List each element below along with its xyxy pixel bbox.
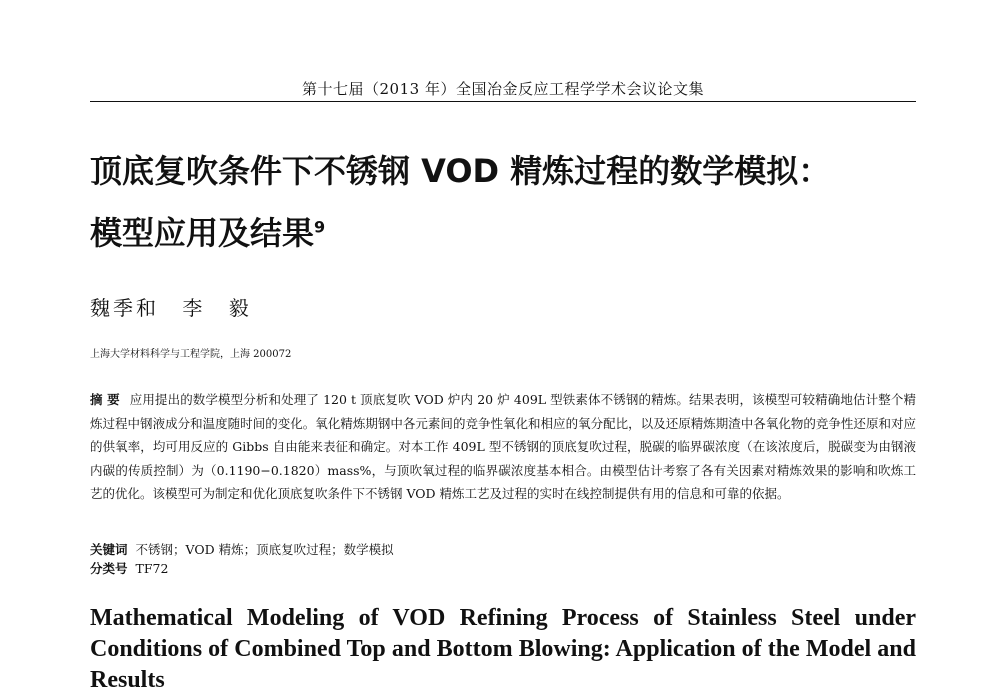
chinese-title-line-2 [90,202,930,264]
author-list: 魏季和 李 毅 [90,296,252,320]
keywords-text: 不锈钢；VOD 精炼；顶底复吹过程；数学模拟 [135,542,394,557]
chinese-title-line-1: 顶底复吹条件下不锈钢 VOD 精炼过程的数学模拟： [90,152,831,190]
abstract [90,388,916,506]
abstract-text: 应用提出的数学模型分析和处理了 120 t 顶底复吹 VOD 炉内 20 炉 409L 型铁素体不锈钢的精炼。结果表明，该模型可较精确地估计整个精炼过程中钢液成分和温度随时间的变化。氧化精炼期钢中各元素间的竞争性氧化和相应的氧分配比，以及还原精炼期渣中各氧化物的竞争性还原和对应的供氧率，均可用反应的 Gibbs 自由能来表征和确定。对本工作 409L 型不锈钢的顶底复吹过程，脱碳的临界碳浓度（在该浓度后，脱碳变为由钢液内碳的传质控制）为（0.1190−0.1820）mass%，与顶吹氧过程的临界碳浓度基本相合。由模型估计考察了各有关因素对精炼效果的影响和吹炼工艺的优化。该模型可为制定和优化顶底复吹条件下不锈钢 VOD 精炼工艺及过程的实时在线控制提供有用的信息和可靠的依据。 [90,392,916,501]
classification-number [90,559,168,578]
affiliation: 上海大学材料科学与工程学院，上海 200072 [90,349,292,360]
chinese-title [90,140,930,264]
header-rule [90,101,916,102]
classification-text: TF72 [135,561,169,576]
keywords-label: 关键词 [90,542,128,557]
classification-label: 分类号 [90,561,128,576]
abstract-label: 摘 要 [90,392,120,407]
title-footnote-marker: 9 [314,217,326,237]
chinese-title-line-2-text: 模型应用及结果 [90,214,315,252]
english-title: Mathematical Modeling of VOD Refining Process of Stainless Steel under Conditions of Combined Top and Bottom Blowing: Application of the Model and Results [90,605,916,693]
keywords [90,540,394,559]
running-header: 第十七届（2013 年）全国冶金反应工程学学术会议论文集 [302,80,704,98]
